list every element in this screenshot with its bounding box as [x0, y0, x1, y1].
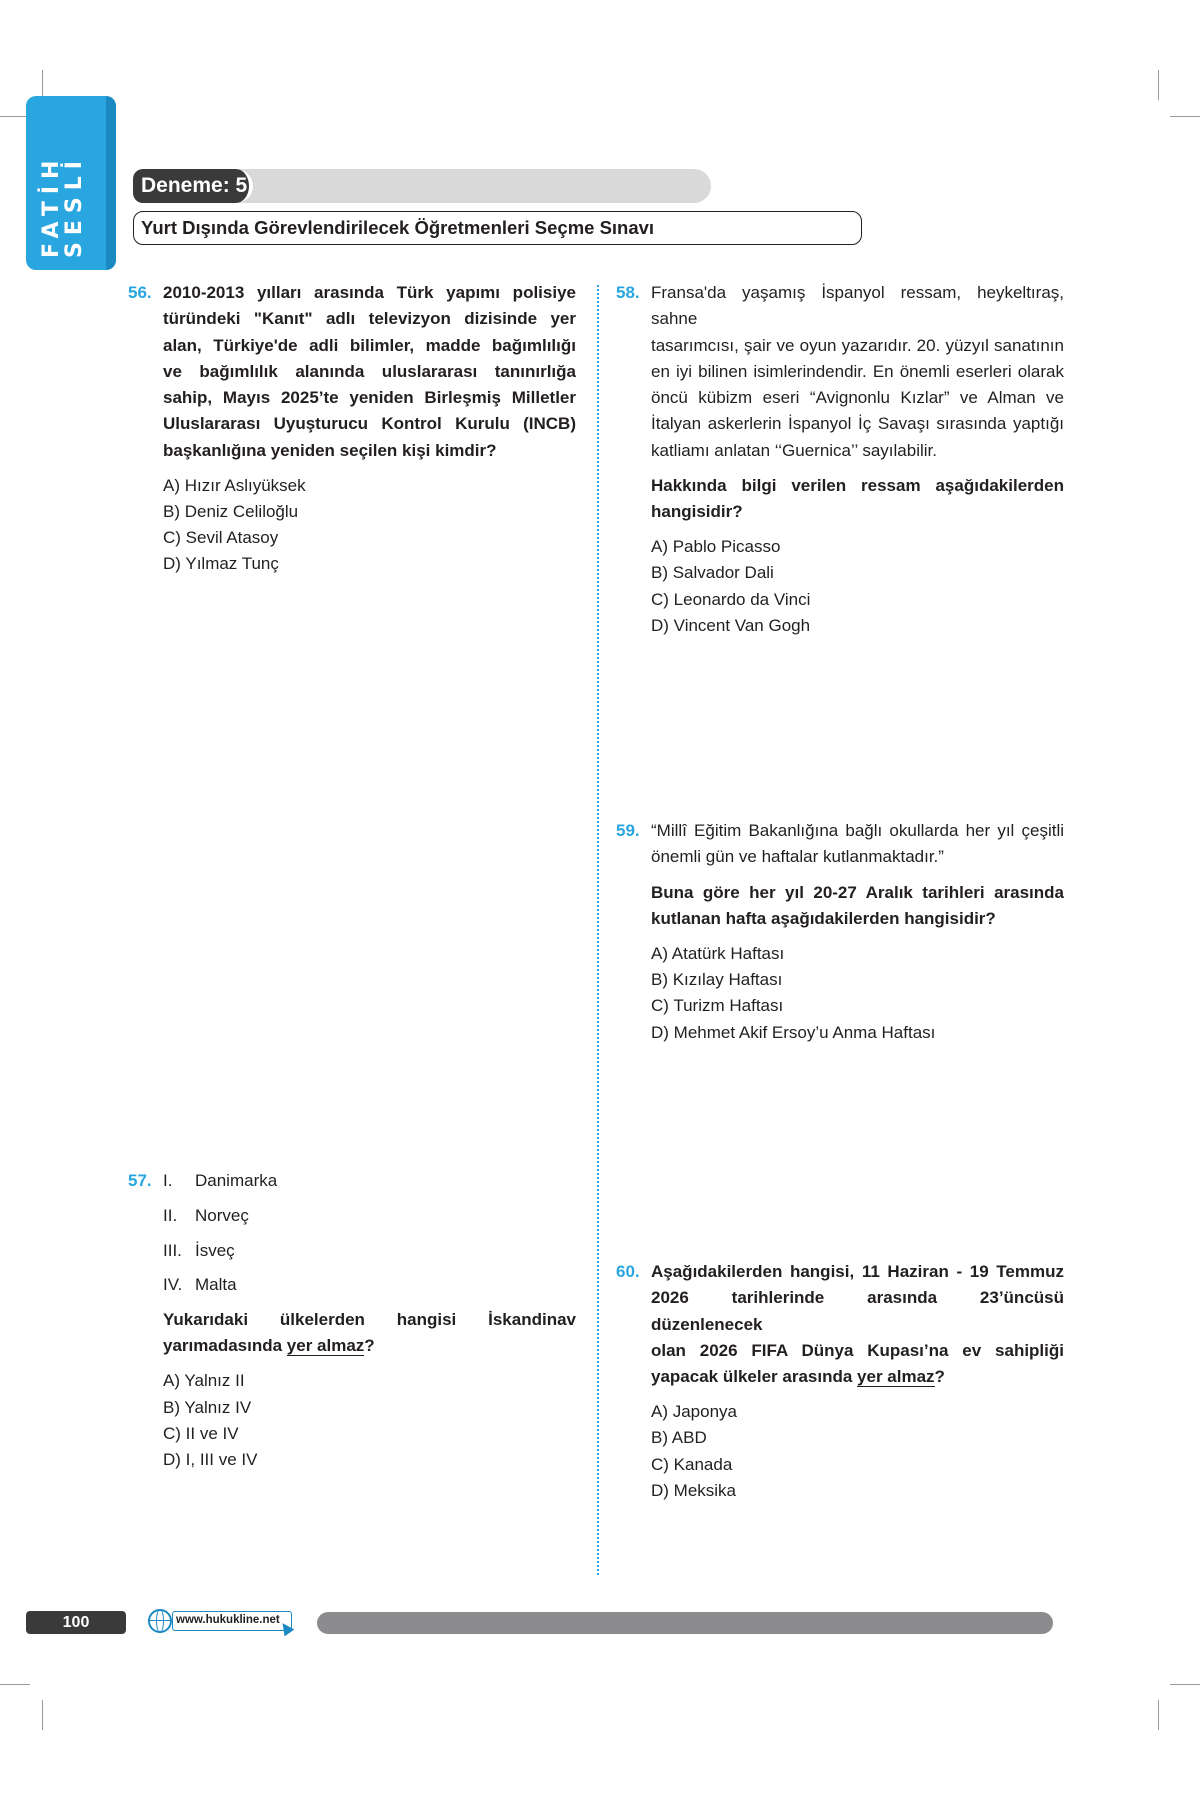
- question-text-line: önemli gün ve haftalar kutlanmaktadır.”: [651, 847, 944, 867]
- answer-option-a[interactable]: A) Hızır Aslıyüksek: [163, 475, 306, 495]
- crop-mark: [1170, 1684, 1200, 1685]
- answer-option-c[interactable]: C) Leonardo da Vinci: [651, 589, 811, 609]
- question-text-line: Fransa'da yaşamış İspanyol ressam, heykeltıraş, sahne: [651, 283, 1064, 329]
- question-56: [128, 280, 576, 578]
- question-text-line: Buna göre her yıl 20-27 Aralık tarihleri arasında: [651, 882, 1064, 902]
- question-text-line: ve bağımlılık alanında uluslararası tanınırlığa: [163, 361, 576, 381]
- roman-numeral: III.: [163, 1240, 182, 1260]
- question-text-line: alan, Türkiye'de adli bilimler, madde bağımlılığı: [163, 335, 576, 355]
- question-number: 59.: [616, 821, 640, 840]
- question-58: [616, 280, 1064, 639]
- answer-option-b[interactable]: B) Salvador Dali: [651, 563, 774, 583]
- answer-option-c[interactable]: C) Turizm Haftası: [651, 996, 784, 1016]
- answer-option-c[interactable]: C) II ve IV: [163, 1423, 239, 1443]
- answer-option-b[interactable]: B) Deniz Celiloğlu: [163, 501, 299, 521]
- question-number: 58.: [616, 283, 640, 302]
- country-name: Malta: [195, 1275, 237, 1295]
- question-number: 57.: [128, 1171, 152, 1190]
- website-link[interactable]: www.hukukline.net: [172, 1611, 292, 1631]
- answer-option-b[interactable]: B) Kızılay Haftası: [651, 969, 783, 989]
- list-item: [163, 1203, 576, 1229]
- author-name: FATİH SESLİ: [39, 153, 87, 258]
- footer-bar: [317, 1612, 1053, 1634]
- question-text-line: Yukarıdaki ülkelerden hangisi İskandinav: [163, 1310, 576, 1330]
- list-item: [163, 1238, 576, 1264]
- answer-option-a[interactable]: A) Pablo Picasso: [651, 537, 781, 557]
- question-57: [128, 1168, 576, 1473]
- answer-option-d[interactable]: D) Vincent Van Gogh: [651, 616, 811, 636]
- question-text-line: hangisidir?: [651, 502, 743, 522]
- side-tab-ribbon: [106, 96, 116, 270]
- answer-option-a[interactable]: A) Atatürk Haftası: [651, 943, 785, 963]
- question-text-line: yarımadasında yer almaz?: [163, 1336, 375, 1356]
- question-text-line: olan 2026 FIFA Dünya Kupası’na ev sahipliği: [651, 1340, 1064, 1360]
- question-number: 60.: [616, 1262, 640, 1281]
- globe-icon: [148, 1609, 172, 1633]
- crop-mark: [0, 1684, 30, 1685]
- answer-option-d[interactable]: D) Meksika: [651, 1480, 737, 1500]
- question-text-line: 2026 tarihlerinde arasında 23’üncüsü düzenlenecek: [651, 1288, 1064, 1334]
- crop-mark: [1158, 70, 1159, 100]
- country-name: Danimarka: [195, 1171, 278, 1190]
- answer-option-d[interactable]: D) Mehmet Akif Ersoy’u Anma Haftası: [651, 1022, 936, 1042]
- column-divider: [597, 285, 599, 1575]
- question-text-line: 2010-2013 yılları arasında Türk yapımı polisiye: [163, 283, 576, 302]
- author-side-tab: [26, 96, 116, 270]
- answer-option-c[interactable]: C) Kanada: [651, 1454, 733, 1474]
- question-text-line: Hakkında bilgi verilen ressam aşağıdakilerden: [651, 476, 1064, 496]
- question-text-line: öncü kübizm eseri “Avignonlu Kızlar” ve Alman ve: [651, 388, 1064, 408]
- answer-option-b[interactable]: B) ABD: [651, 1428, 707, 1448]
- question-text-line: Uluslararası Uyuşturucu Kontrol Kurulu (INCB): [163, 414, 576, 434]
- roman-numeral: IV.: [163, 1275, 183, 1295]
- question-number: 56.: [128, 283, 152, 302]
- exam-title: Yurt Dışında Görevlendirilecek Öğretmenleri Seçme Sınavı: [133, 211, 862, 245]
- country-name: İsveç: [195, 1240, 235, 1260]
- answer-option-a[interactable]: A) Yalnız II: [163, 1371, 245, 1391]
- roman-numeral: II.: [163, 1205, 178, 1225]
- page-number: 100: [26, 1611, 126, 1634]
- underlined-phrase: yer almaz: [286, 1336, 365, 1356]
- answer-option-c[interactable]: C) Sevil Atasoy: [163, 528, 279, 548]
- question-text-line: İtalyan askerlerin İspanyol İç Savaşı sırasında yaptığı: [651, 414, 1064, 434]
- deneme-label: Deneme: 5: [133, 169, 253, 203]
- list-item: [163, 1168, 576, 1194]
- answer-option-a[interactable]: A) Japonya: [651, 1401, 737, 1421]
- crop-mark: [42, 1700, 43, 1730]
- country-name: Norveç: [195, 1205, 249, 1225]
- question-text-line: katliamı anlatan ‘‘Guernica’’ sayılabilir.: [651, 440, 937, 460]
- roman-numeral: I.: [163, 1171, 173, 1190]
- answer-option-b[interactable]: B) Yalnız IV: [163, 1397, 252, 1417]
- question-text-line: sahip, Mayıs 2025’te yeniden Birleşmiş Milletler: [163, 388, 576, 408]
- underlined-phrase: yer almaz: [857, 1367, 935, 1387]
- answer-option-d[interactable]: D) Yılmaz Tunç: [163, 554, 279, 574]
- crop-mark: [1158, 1700, 1159, 1730]
- question-text-line: en iyi bilinen isimlerindendir. En önemli eserleri olarak: [651, 361, 1064, 381]
- question-text-line: “Millî Eğitim Bakanlığına bağlı okullarda her yıl çeşitli: [651, 821, 1064, 840]
- question-59: [616, 818, 1064, 1046]
- question-text-line: tasarımcısı, şair ve oyun yazarıdır. 20. yüzyıl sanatının: [651, 335, 1064, 355]
- question-text-line: Aşağıdakilerden hangisi, 11 Haziran - 19 Temmuz: [651, 1262, 1064, 1281]
- question-text-line: türündeki "Kanıt" adlı televizyon dizisinde yer: [163, 309, 576, 329]
- answer-option-d[interactable]: D) I, III ve IV: [163, 1450, 258, 1470]
- question-text-line: yapacak ülkeler arasında yer almaz?: [651, 1367, 945, 1387]
- question-text-line: kutlanan hafta aşağıdakilerden hangisidir?: [651, 908, 996, 928]
- list-item: [163, 1272, 576, 1298]
- crop-mark: [1170, 116, 1200, 117]
- question-text-line: başkanlığına yeniden seçilen kişi kimdir?: [163, 440, 497, 460]
- question-60: [616, 1259, 1064, 1504]
